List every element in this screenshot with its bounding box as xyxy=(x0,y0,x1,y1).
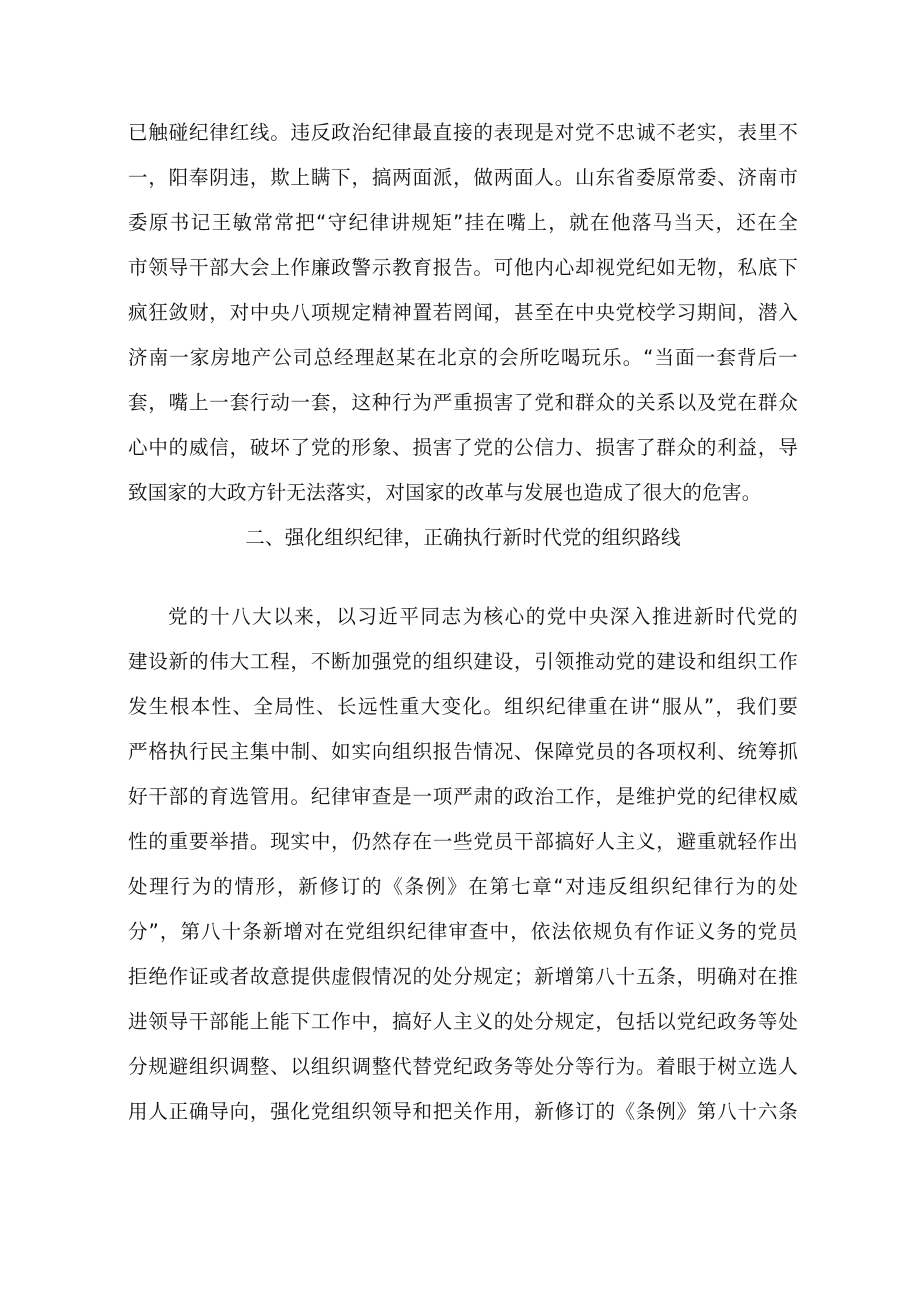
paragraph-2-line: 用人正确导向，强化党组织领导和把关作用，新修订的《条例》第八十六条 xyxy=(128,1100,798,1123)
paragraph-2-line: 拒绝作证或者故意提供虚假情况的处分规定；新增第八十五条，明确对在推 xyxy=(128,965,798,988)
paragraph-1-line: 致国家的大政方针无法落实，对国家的改革与发展也造成了很大的危害。 xyxy=(128,481,762,504)
paragraph-1-line: 委原书记王敏常常把“守纪律讲规矩”挂在嘴上，就在他落马当天，还在全 xyxy=(128,211,798,234)
section-heading-text: 二、强化组织纪律，正确执行新时代党的组织路线 xyxy=(245,526,681,549)
paragraph-1-line: 疯狂敛财，对中央八项规定精神置若罔闻，甚至在中央党校学习期间，潜入 xyxy=(128,301,798,324)
paragraph-1-line: 心中的威信，破坏了党的形象、损害了党的公信力、损害了群众的利益，导 xyxy=(128,436,798,459)
paragraph-1-line: 济南一家房地产公司总经理赵某在北京的会所吃喝玩乐。“当面一套背后一 xyxy=(128,346,798,369)
paragraph-1-line: 一，阳奉阴违，欺上瞒下，搞两面派，做两面人。山东省委原常委、济南市 xyxy=(128,166,798,189)
paragraph-2-line: 好干部的育选管用。纪律审查是一项严肃的政治工作，是维护党的纪律权威 xyxy=(128,785,798,808)
paragraph-1-line: 已触碰纪律红线。违反政治纪律最直接的表现是对党不忠诚不老实，表里不 xyxy=(128,121,798,144)
paragraph-2-line: 进领导干部能上能下工作中，搞好人主义的处分规定，包括以党纪政务等处 xyxy=(128,1010,798,1033)
paragraph-2-line: 严格执行民主集中制、如实向组织报告情况、保障党员的各项权利、统筹抓 xyxy=(128,740,798,763)
section-heading xyxy=(128,515,798,560)
paragraph-2-line: 分规避组织调整、以组织调整代替党纪政务等处分等行为。着眼于树立选人 xyxy=(128,1055,798,1078)
paragraph-2-line: 发生根本性、全局性、长远性重大变化。组织纪律重在讲“服从”，我们要 xyxy=(128,695,798,718)
paragraph-2-line: 党的十八大以来，以习近平同志为核心的党中央深入推进新时代党的 xyxy=(168,605,798,628)
paragraph-2-line: 分”，第八十条新增对在党组织纪律审查中，依法依规负有作证义务的党员 xyxy=(128,920,798,943)
paragraph-2-line: 性的重要举措。现实中，仍然存在一些党员干部搞好人主义，避重就轻作出 xyxy=(128,830,798,853)
paragraph-2-line: 建设新的伟大工程，不断加强党的组织建设，引领推动党的建设和组织工作 xyxy=(128,650,798,673)
paragraph-1 xyxy=(128,110,798,515)
paragraph-1-line: 市领导干部大会上作廉政警示教育报告。可他内心却视党纪如无物，私底下 xyxy=(128,256,798,279)
paragraph-2-line: 处理行为的情形，新修订的《条例》在第七章“对违反组织纪律行为的处 xyxy=(128,875,798,898)
paragraph-2 xyxy=(128,594,798,1134)
paragraph-1-line: 套，嘴上一套行动一套，这种行为严重损害了党和群众的关系以及党在群众 xyxy=(128,391,798,414)
